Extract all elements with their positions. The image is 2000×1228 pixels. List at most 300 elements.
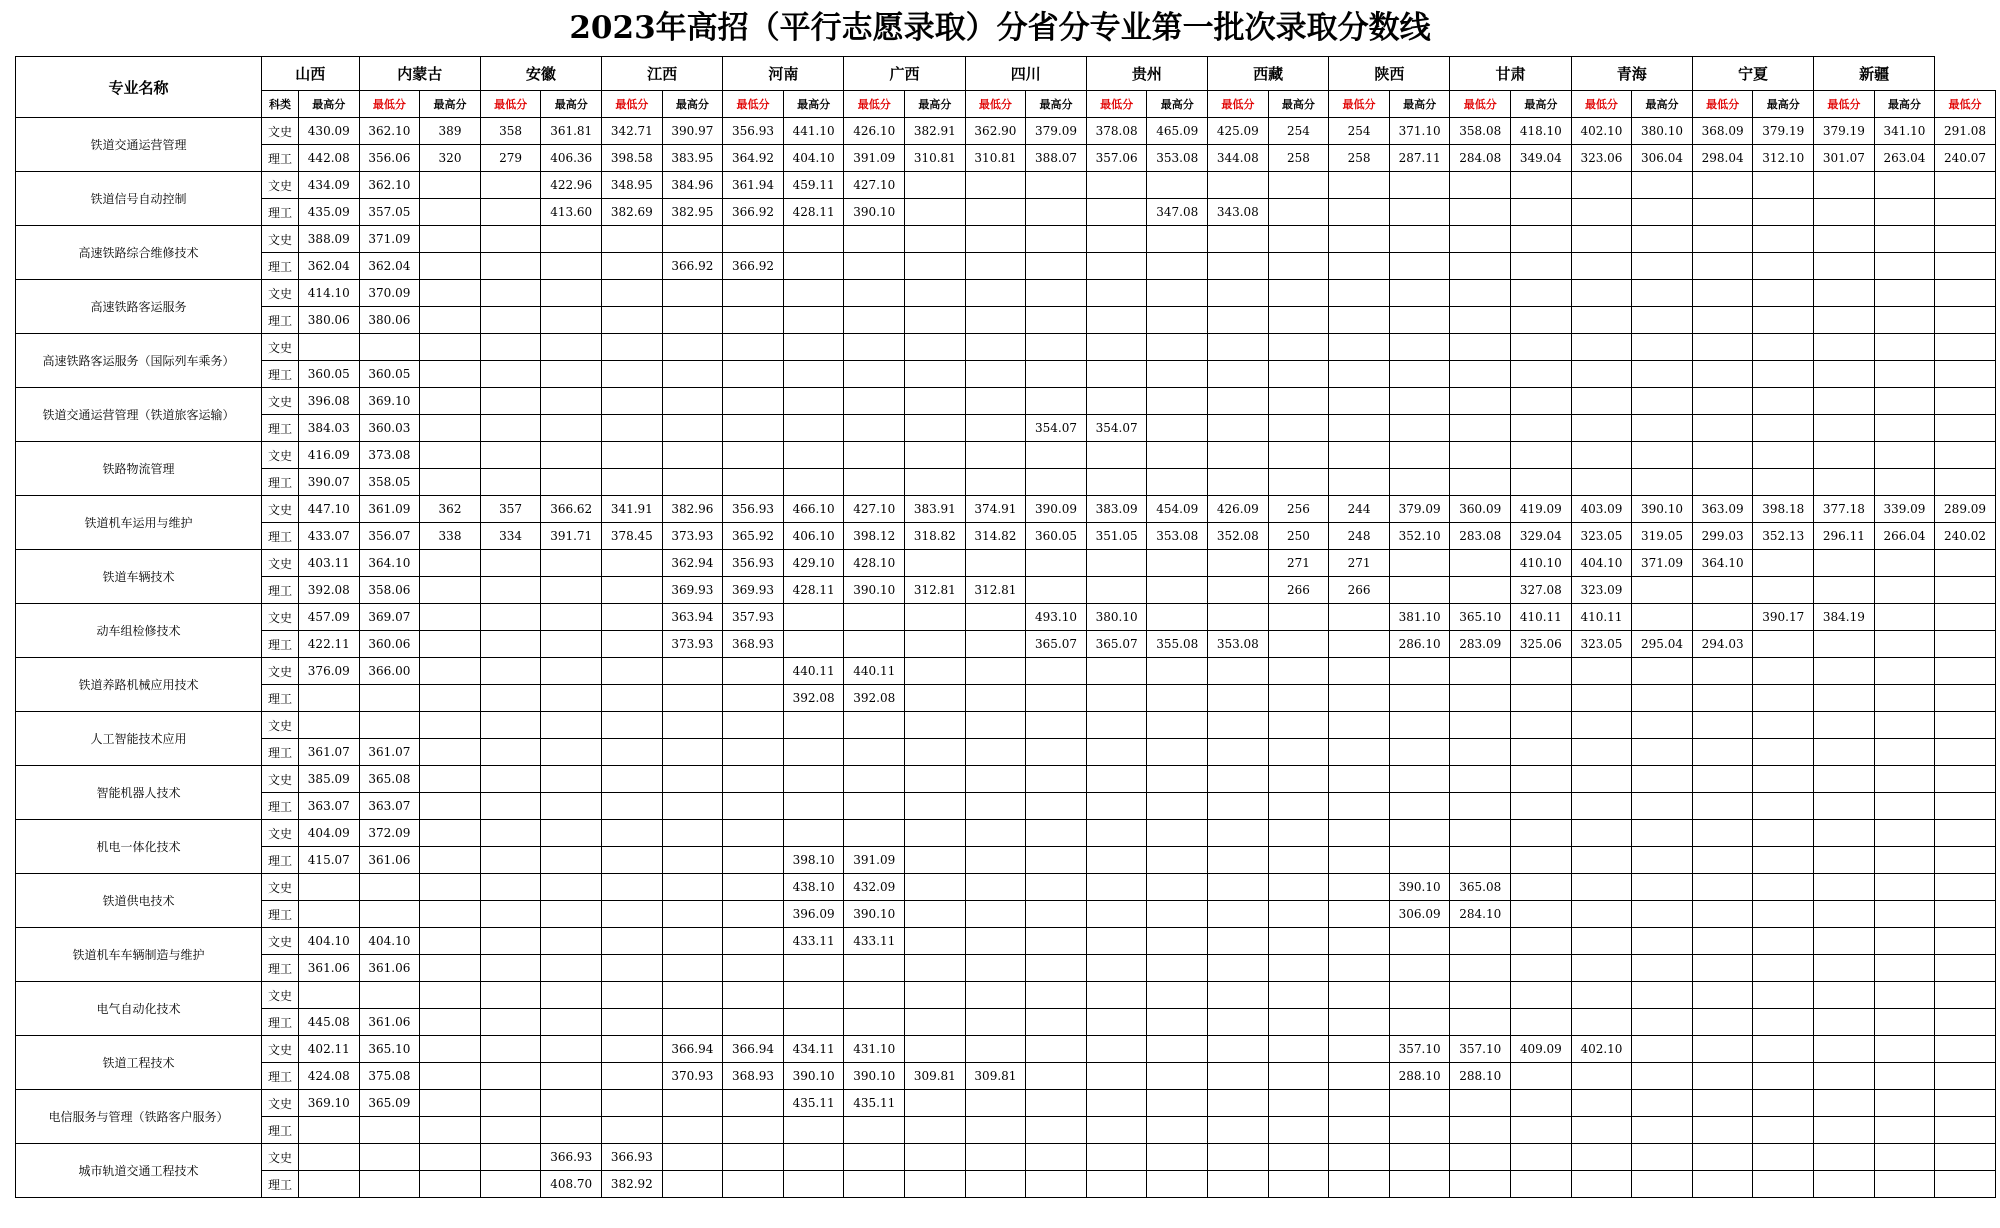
max-score-cell — [1268, 361, 1329, 388]
table-row — [16, 145, 1996, 172]
min-score-cell — [723, 658, 784, 685]
max-score-cell — [420, 361, 481, 388]
min-score-cell — [1086, 766, 1147, 793]
max-score-cell — [1874, 1144, 1935, 1171]
min-score-cell — [602, 1117, 663, 1144]
min-score-cell: 309.81 — [965, 1063, 1026, 1090]
table-row — [16, 550, 1996, 577]
subject-cell: 理工 — [262, 1009, 299, 1036]
min-score-cell — [1571, 415, 1632, 442]
major-name: 铁道信号自动控制 — [16, 172, 262, 226]
max-score-cell — [1874, 901, 1935, 928]
min-score-cell — [1571, 361, 1632, 388]
max-score-cell — [1147, 766, 1208, 793]
max-score-cell — [541, 631, 602, 658]
max-score-cell — [1026, 766, 1087, 793]
min-score-cell — [359, 1171, 420, 1198]
min-score-cell — [359, 712, 420, 739]
max-score-cell — [541, 307, 602, 334]
max-score-cell — [1268, 334, 1329, 361]
min-score-cell — [1450, 928, 1511, 955]
min-score-cell — [1086, 739, 1147, 766]
max-score-cell: 362 — [420, 496, 481, 523]
min-score-cell — [480, 793, 541, 820]
table-row — [16, 415, 1996, 442]
min-score-cell — [1692, 982, 1753, 1009]
max-score-cell — [1874, 415, 1935, 442]
min-score-cell — [1692, 874, 1753, 901]
min-score-cell — [1329, 901, 1390, 928]
max-score-cell — [1632, 658, 1693, 685]
max-score-cell — [1511, 1090, 1572, 1117]
min-score-cell — [1329, 172, 1390, 199]
min-score-cell — [1208, 1117, 1269, 1144]
min-score-cell — [844, 226, 905, 253]
min-score-cell: 360.09 — [1450, 496, 1511, 523]
min-score-header: 最低分 — [1692, 91, 1753, 118]
max-score-cell — [420, 847, 481, 874]
major-name: 电信服务与管理（铁路客户服务） — [16, 1090, 262, 1144]
min-score-cell — [602, 982, 663, 1009]
max-score-cell — [1026, 901, 1087, 928]
table-row — [16, 739, 1996, 766]
min-score-cell — [844, 361, 905, 388]
max-score-header: 最高分 — [541, 91, 602, 118]
max-score-cell — [1632, 577, 1693, 604]
max-score-cell — [905, 1090, 966, 1117]
max-score-cell — [1389, 658, 1450, 685]
min-score-cell — [1329, 253, 1390, 280]
max-score-cell — [1511, 253, 1572, 280]
min-score-cell: 364.10 — [359, 550, 420, 577]
min-score-cell — [1935, 982, 1996, 1009]
min-score-cell — [1086, 1171, 1147, 1198]
min-score-cell: 284.08 — [1450, 145, 1511, 172]
max-score-cell — [420, 982, 481, 1009]
subject-cell: 文史 — [262, 172, 299, 199]
max-score-cell: 312.10 — [1753, 145, 1814, 172]
min-score-cell — [480, 820, 541, 847]
min-score-cell — [1450, 1090, 1511, 1117]
max-score-cell: 388.09 — [299, 226, 360, 253]
min-score-cell — [1208, 712, 1269, 739]
max-score-cell — [420, 1090, 481, 1117]
min-score-cell — [1086, 1144, 1147, 1171]
min-score-cell — [602, 901, 663, 928]
min-score-cell — [1692, 766, 1753, 793]
max-score-cell: 434.09 — [299, 172, 360, 199]
max-score-cell — [420, 1171, 481, 1198]
max-score-cell — [541, 253, 602, 280]
min-score-cell — [1329, 361, 1390, 388]
max-score-cell — [1147, 604, 1208, 631]
min-score-cell: 314.82 — [965, 523, 1026, 550]
min-score-cell: 365.10 — [1450, 604, 1511, 631]
table-row — [16, 1144, 1996, 1171]
min-score-cell: 380.10 — [1086, 604, 1147, 631]
max-score-cell: 379.09 — [1026, 118, 1087, 145]
max-score-cell: 360.05 — [1026, 523, 1087, 550]
major-name: 人工智能技术应用 — [16, 712, 262, 766]
min-score-cell: 360.03 — [359, 415, 420, 442]
min-score-cell: 358 — [480, 118, 541, 145]
max-score-cell: 416.09 — [299, 442, 360, 469]
max-score-cell — [541, 577, 602, 604]
max-score-cell — [1268, 604, 1329, 631]
min-score-cell: 383.09 — [1086, 496, 1147, 523]
min-score-cell — [1208, 253, 1269, 280]
min-score-cell — [965, 1144, 1026, 1171]
table-row — [16, 928, 1996, 955]
min-score-cell — [1208, 1144, 1269, 1171]
min-score-cell — [1571, 1009, 1632, 1036]
major-name: 高速铁路综合维修技术 — [16, 226, 262, 280]
max-score-cell: 390.09 — [1026, 496, 1087, 523]
min-score-cell — [1571, 1063, 1632, 1090]
max-score-cell — [1026, 955, 1087, 982]
min-score-cell: 378.08 — [1086, 118, 1147, 145]
min-score-cell — [1814, 280, 1875, 307]
subject-cell: 文史 — [262, 280, 299, 307]
min-score-cell — [723, 388, 784, 415]
min-score-cell: 312.81 — [965, 577, 1026, 604]
max-score-cell: 390.10 — [1389, 874, 1450, 901]
max-score-cell — [1753, 469, 1814, 496]
max-score-cell: 384.96 — [662, 172, 723, 199]
min-score-cell — [1329, 1036, 1390, 1063]
max-score-cell — [1511, 280, 1572, 307]
max-score-cell — [1026, 982, 1087, 1009]
max-score-cell — [1147, 955, 1208, 982]
page-title: 2023年高招（平行志愿录取）分省分专业第一批次录取分数线 — [569, 10, 1431, 46]
province-header: 贵州 — [1086, 57, 1207, 91]
max-score-cell: 353.08 — [1147, 145, 1208, 172]
min-score-cell — [1571, 307, 1632, 334]
min-score-cell — [1814, 1036, 1875, 1063]
min-score-cell: 344.08 — [1208, 145, 1269, 172]
max-score-cell — [1389, 388, 1450, 415]
table-row — [16, 199, 1996, 226]
max-score-cell — [783, 1144, 844, 1171]
max-score-cell — [905, 1171, 966, 1198]
max-score-cell — [1511, 361, 1572, 388]
max-score-cell: 454.09 — [1147, 496, 1208, 523]
min-score-cell — [1692, 604, 1753, 631]
max-score-cell — [1147, 442, 1208, 469]
max-score-cell — [1026, 199, 1087, 226]
max-score-cell — [1632, 712, 1693, 739]
max-score-cell: 418.10 — [1511, 118, 1572, 145]
min-score-cell — [1814, 766, 1875, 793]
max-score-cell — [1753, 1036, 1814, 1063]
min-score-cell: 365.08 — [1450, 874, 1511, 901]
max-score-cell — [1511, 388, 1572, 415]
min-score-cell — [1935, 388, 1996, 415]
min-score-cell — [1814, 1171, 1875, 1198]
max-score-cell — [1268, 469, 1329, 496]
min-score-cell — [1329, 280, 1390, 307]
min-score-cell — [1450, 361, 1511, 388]
max-score-cell — [1268, 1117, 1329, 1144]
max-score-cell — [299, 901, 360, 928]
max-score-cell — [905, 847, 966, 874]
min-score-cell: 284.10 — [1450, 901, 1511, 928]
province-header: 江西 — [602, 57, 723, 91]
min-score-cell — [1935, 172, 1996, 199]
min-score-cell — [1086, 1036, 1147, 1063]
min-score-cell: 279 — [480, 145, 541, 172]
max-score-cell — [662, 280, 723, 307]
max-score-cell — [1632, 739, 1693, 766]
min-score-cell — [1329, 766, 1390, 793]
max-score-cell: 392.08 — [783, 685, 844, 712]
min-score-cell — [1450, 955, 1511, 982]
min-score-cell: 382.69 — [602, 199, 663, 226]
max-score-cell — [1026, 442, 1087, 469]
max-score-cell: 466.10 — [783, 496, 844, 523]
max-score-cell — [1026, 1036, 1087, 1063]
min-score-cell — [1571, 820, 1632, 847]
min-score-cell: 364.10 — [1692, 550, 1753, 577]
max-score-cell — [905, 226, 966, 253]
min-score-cell: 402.10 — [1571, 1036, 1632, 1063]
max-score-cell: 383.95 — [662, 145, 723, 172]
min-score-cell: 390.10 — [844, 577, 905, 604]
min-score-cell: 356.07 — [359, 523, 420, 550]
min-score-cell — [1692, 388, 1753, 415]
max-score-cell — [1389, 226, 1450, 253]
min-score-cell — [1208, 955, 1269, 982]
min-score-cell — [1571, 901, 1632, 928]
max-score-cell: 360.05 — [299, 361, 360, 388]
min-score-cell — [480, 685, 541, 712]
subject-cell: 文史 — [262, 712, 299, 739]
max-score-cell — [299, 1171, 360, 1198]
min-score-cell — [1692, 280, 1753, 307]
max-score-cell — [905, 199, 966, 226]
subject-cell: 文史 — [262, 604, 299, 631]
min-score-cell: 357 — [480, 496, 541, 523]
max-score-cell — [905, 928, 966, 955]
min-score-cell — [602, 793, 663, 820]
min-score-cell: 298.04 — [1692, 145, 1753, 172]
max-score-cell — [1874, 1171, 1935, 1198]
min-score-cell: 366.93 — [602, 1144, 663, 1171]
max-score-cell: 465.09 — [1147, 118, 1208, 145]
max-score-cell — [1753, 901, 1814, 928]
max-score-cell — [1753, 334, 1814, 361]
min-score-cell — [1814, 361, 1875, 388]
max-score-cell — [1753, 712, 1814, 739]
max-score-cell — [905, 361, 966, 388]
max-score-cell — [541, 685, 602, 712]
min-score-cell — [1208, 361, 1269, 388]
min-score-cell — [1935, 226, 1996, 253]
min-score-cell — [1692, 739, 1753, 766]
max-score-cell — [1874, 739, 1935, 766]
min-score-cell: 370.09 — [359, 280, 420, 307]
max-score-cell — [1874, 1063, 1935, 1090]
table-row — [16, 1171, 1996, 1198]
max-score-cell: 349.04 — [1511, 145, 1572, 172]
min-score-cell — [480, 874, 541, 901]
max-score-cell: 363.07 — [299, 793, 360, 820]
min-score-cell — [1571, 685, 1632, 712]
min-score-cell: 432.09 — [844, 874, 905, 901]
min-score-cell — [602, 280, 663, 307]
max-score-cell — [1632, 874, 1693, 901]
max-score-cell — [1753, 199, 1814, 226]
min-score-cell — [1814, 793, 1875, 820]
max-score-cell: 371.09 — [1632, 550, 1693, 577]
min-score-cell — [1086, 469, 1147, 496]
min-score-cell — [1450, 577, 1511, 604]
min-score-cell — [480, 982, 541, 1009]
max-score-cell — [783, 307, 844, 334]
max-score-cell — [662, 847, 723, 874]
min-score-cell: 365.09 — [359, 1090, 420, 1117]
min-score-cell — [602, 226, 663, 253]
min-score-cell — [480, 253, 541, 280]
max-score-cell: 435.11 — [783, 1090, 844, 1117]
min-score-cell — [1692, 226, 1753, 253]
max-score-cell: 310.81 — [905, 145, 966, 172]
max-score-cell — [1753, 1117, 1814, 1144]
max-score-cell: 361.07 — [299, 739, 360, 766]
max-score-cell — [420, 280, 481, 307]
min-score-cell — [602, 442, 663, 469]
min-score-cell — [1692, 1171, 1753, 1198]
min-score-cell — [1329, 793, 1390, 820]
max-score-cell — [420, 307, 481, 334]
min-score-cell — [965, 928, 1026, 955]
min-score-cell — [1692, 199, 1753, 226]
min-score-cell: 291.08 — [1935, 118, 1996, 145]
min-score-cell — [1086, 1009, 1147, 1036]
max-score-header: 最高分 — [420, 91, 481, 118]
max-score-cell: 258 — [1268, 145, 1329, 172]
max-score-cell: 250 — [1268, 523, 1329, 550]
min-score-cell: 351.05 — [1086, 523, 1147, 550]
max-score-cell: 409.09 — [1511, 1036, 1572, 1063]
min-score-cell — [965, 1090, 1026, 1117]
min-score-cell — [1571, 955, 1632, 982]
min-score-cell — [1450, 307, 1511, 334]
min-score-cell — [1571, 793, 1632, 820]
subject-cell: 理工 — [262, 361, 299, 388]
max-score-cell — [1511, 172, 1572, 199]
max-score-cell — [1026, 685, 1087, 712]
max-score-cell — [1753, 361, 1814, 388]
min-score-cell — [1692, 1090, 1753, 1117]
table-row — [16, 442, 1996, 469]
max-score-cell — [905, 469, 966, 496]
min-score-cell — [1086, 172, 1147, 199]
max-score-cell — [1389, 307, 1450, 334]
table-row — [16, 982, 1996, 1009]
min-score-cell: 391.09 — [844, 145, 905, 172]
max-score-cell: 419.09 — [1511, 496, 1572, 523]
subject-cell: 文史 — [262, 982, 299, 1009]
table-row — [16, 523, 1996, 550]
max-score-cell — [1268, 766, 1329, 793]
min-score-cell — [1814, 442, 1875, 469]
max-score-cell — [783, 982, 844, 1009]
max-score-cell — [420, 226, 481, 253]
max-score-cell — [1632, 928, 1693, 955]
min-score-cell — [1450, 1117, 1511, 1144]
max-score-cell — [1026, 1090, 1087, 1117]
max-score-cell: 389 — [420, 118, 481, 145]
min-score-cell — [480, 172, 541, 199]
min-score-cell — [1692, 793, 1753, 820]
min-score-cell — [359, 874, 420, 901]
max-score-cell — [1632, 469, 1693, 496]
min-score-cell — [480, 334, 541, 361]
max-score-cell — [1874, 793, 1935, 820]
min-score-cell — [1814, 685, 1875, 712]
min-score-cell — [1329, 982, 1390, 1009]
min-score-cell: 356.93 — [723, 118, 784, 145]
max-score-cell — [420, 334, 481, 361]
min-score-cell — [1935, 847, 1996, 874]
min-score-cell: 380.06 — [359, 307, 420, 334]
min-score-header: 最低分 — [1935, 91, 1996, 118]
max-score-cell — [420, 739, 481, 766]
max-score-cell — [1874, 469, 1935, 496]
min-score-cell — [723, 415, 784, 442]
min-score-cell — [723, 442, 784, 469]
min-score-cell — [1450, 226, 1511, 253]
max-score-cell: 424.08 — [299, 1063, 360, 1090]
max-score-cell — [420, 685, 481, 712]
min-score-cell — [480, 280, 541, 307]
min-score-cell — [723, 361, 784, 388]
min-score-cell — [1571, 658, 1632, 685]
min-score-cell — [480, 1117, 541, 1144]
min-score-cell: 368.93 — [723, 631, 784, 658]
max-score-cell — [1389, 199, 1450, 226]
max-score-cell: 398.10 — [783, 847, 844, 874]
min-score-cell: 342.71 — [602, 118, 663, 145]
max-score-cell — [905, 820, 966, 847]
min-score-cell — [1935, 820, 1996, 847]
max-score-cell: 366.92 — [662, 253, 723, 280]
max-score-cell — [1753, 739, 1814, 766]
min-score-cell: 390.10 — [844, 199, 905, 226]
max-score-cell — [662, 793, 723, 820]
max-score-cell — [1268, 739, 1329, 766]
min-score-cell — [965, 874, 1026, 901]
max-score-cell — [662, 1171, 723, 1198]
table-row — [16, 712, 1996, 739]
max-score-cell — [1632, 1090, 1693, 1117]
min-score-cell — [1450, 199, 1511, 226]
min-score-cell — [1329, 1144, 1390, 1171]
max-score-cell: 376.09 — [299, 658, 360, 685]
min-score-cell — [723, 280, 784, 307]
min-score-cell — [965, 550, 1026, 577]
min-score-cell — [844, 1144, 905, 1171]
max-score-cell — [420, 550, 481, 577]
max-score-cell — [783, 226, 844, 253]
max-score-cell — [1632, 226, 1693, 253]
max-score-cell — [1026, 334, 1087, 361]
max-score-cell — [1632, 172, 1693, 199]
min-score-cell: 366.92 — [723, 199, 784, 226]
subject-cell: 文史 — [262, 334, 299, 361]
min-score-cell — [1329, 1090, 1390, 1117]
